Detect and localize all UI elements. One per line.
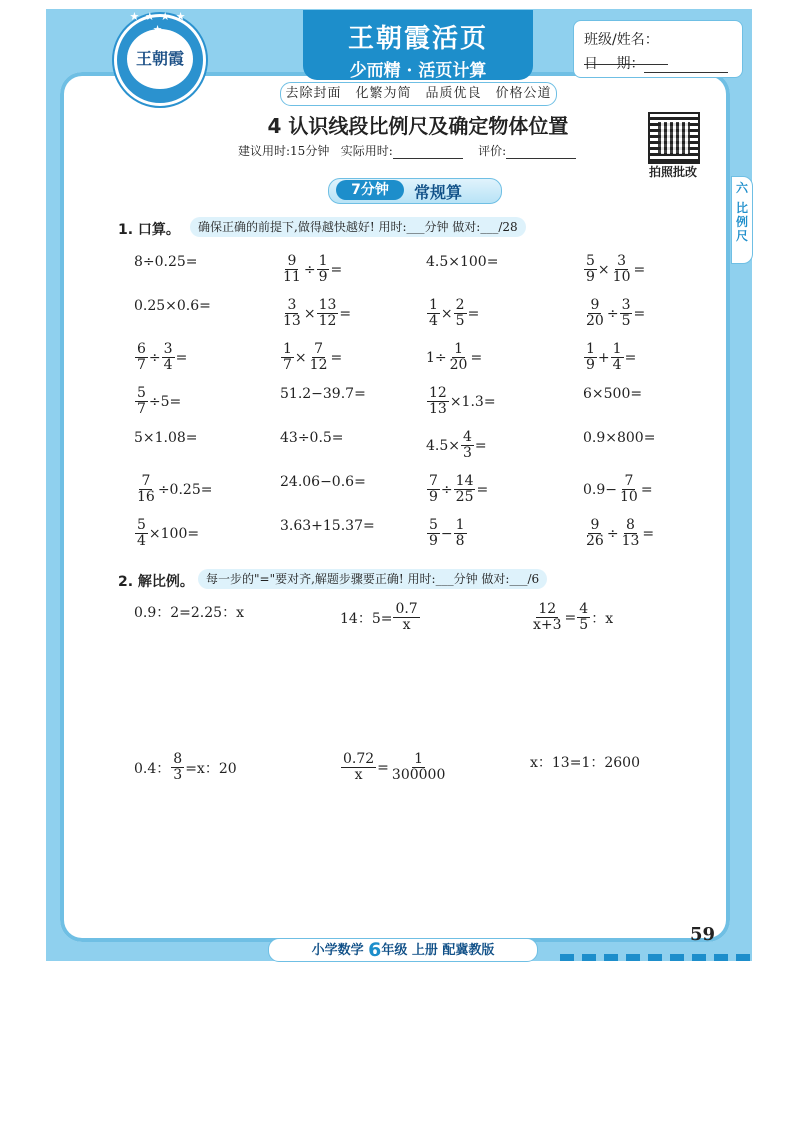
fraction — [281, 254, 303, 285]
denominator: 9 — [586, 269, 595, 285]
fraction — [281, 298, 303, 329]
numerator: 3 — [163, 341, 173, 357]
expression-text: 14：5= — [340, 610, 393, 627]
oral-calc-item — [134, 342, 187, 373]
fraction — [584, 342, 597, 373]
date-blank[interactable] — [644, 58, 728, 73]
numerator: 4 — [463, 429, 472, 445]
rating-label: 评价: — [478, 144, 507, 158]
denominator: x — [354, 767, 363, 783]
brand-title: 王朝霞活页 — [347, 24, 488, 54]
numerator: 1 — [318, 253, 328, 269]
lesson-title: 4 认识线段比例尺及确定物体位置 — [267, 114, 569, 138]
qr-label: 拍照批改 — [648, 165, 697, 179]
footer-grade-rest: 年级 上册 配冀教版 — [381, 943, 495, 958]
denominator: 4 — [612, 357, 622, 373]
denominator: 5 — [455, 313, 465, 329]
fraction — [454, 518, 467, 549]
numerator: 1 — [455, 517, 465, 533]
numerator: 4 — [579, 601, 589, 617]
expression-text: 6×500= — [583, 386, 643, 402]
oral-calc-item — [426, 430, 487, 461]
denominator: 9 — [586, 357, 595, 373]
oral-calc-item — [583, 342, 636, 373]
numerator: 9 — [590, 297, 600, 313]
numerator: 12 — [538, 601, 557, 617]
oral-calc-item — [426, 518, 468, 549]
denominator: 13 — [283, 313, 301, 329]
numerator: 6 — [137, 341, 146, 357]
expression-text: = — [476, 481, 489, 498]
denominator: 11 — [283, 269, 301, 285]
expression-text: 0.9− — [583, 481, 617, 498]
numerator: 5 — [586, 253, 595, 269]
oral-calc-item — [426, 298, 479, 329]
numerator: 1 — [283, 341, 292, 357]
denominator: 16 — [137, 489, 155, 505]
star-icons: ★ ★ ★ ★ ★ — [129, 10, 187, 36]
oral-calc-item — [426, 342, 482, 373]
expression-text: = — [564, 609, 577, 626]
expression-text: = — [330, 261, 343, 278]
brand-subtitle: 少而精 · 活页计算 — [349, 61, 487, 81]
fraction — [308, 342, 330, 373]
expression-text: ÷ — [606, 305, 619, 322]
qr-code-icon[interactable] — [648, 112, 700, 164]
oral-calc-item — [583, 518, 654, 549]
oral-calc-item — [280, 342, 342, 373]
fraction — [620, 518, 642, 549]
footer-subject: 小学数学 — [311, 943, 364, 958]
denominator: 26 — [586, 533, 604, 549]
numerator: 2 — [455, 297, 465, 313]
expression-text: ÷ — [303, 261, 316, 278]
expression-text: × — [597, 261, 610, 278]
expression-text: 51.2−39.7= — [280, 386, 366, 402]
numerator: 7 — [314, 341, 324, 357]
denominator: 7 — [137, 401, 146, 417]
numerator: 7 — [624, 473, 634, 489]
actual-time-blank[interactable] — [393, 146, 463, 159]
expression-text: =x：20 — [185, 760, 237, 777]
oral-calc-item — [583, 430, 655, 446]
numerator: 1 — [414, 751, 424, 767]
oral-calc-item — [583, 254, 645, 285]
denominator: 4 — [163, 357, 173, 373]
date-field[interactable] — [584, 53, 728, 73]
section1-note: 确保正确的前提下,做得越快越好! 用时:___分钟 做对:___/28 — [190, 217, 526, 237]
oral-calc-item — [280, 430, 344, 446]
chapter-side-tab — [731, 176, 753, 264]
expression-text: + — [597, 349, 610, 366]
proportion-item — [530, 602, 613, 633]
fraction — [454, 474, 476, 505]
footer-decoration — [560, 954, 750, 961]
fraction — [317, 254, 330, 285]
fraction — [135, 474, 157, 505]
numerator: 7 — [429, 473, 438, 489]
fraction — [171, 752, 184, 783]
expression-text: × — [303, 305, 316, 322]
fraction — [611, 254, 633, 285]
fraction — [461, 430, 474, 461]
expression-text: 0.4： — [134, 760, 171, 777]
fraction — [584, 518, 606, 549]
numerator: 0.72 — [343, 751, 375, 767]
oral-calc-item — [426, 386, 496, 417]
denominator: 9 — [429, 489, 438, 505]
fraction — [427, 474, 440, 505]
proportion-item — [530, 752, 640, 772]
oral-calc-item — [583, 386, 642, 402]
numerator: 9 — [590, 517, 600, 533]
denominator: 7 — [283, 357, 292, 373]
numerator: 3 — [617, 253, 627, 269]
expression-text: 1÷ — [426, 349, 447, 366]
denominator: 4 — [429, 313, 438, 329]
oral-calc-item — [280, 298, 351, 329]
side-tab-char: 尺 — [735, 229, 748, 243]
expression-text: 5×1.08= — [134, 430, 198, 446]
expression-text: ÷5= — [148, 393, 182, 410]
denominator: 12 — [318, 313, 337, 329]
expression-text: 24.06−0.6= — [280, 474, 366, 490]
numerator: 14 — [455, 473, 474, 489]
class-name-label: 班级/姓名： — [584, 32, 659, 48]
section2-note: 每一步的"="要对齐,解题步骤要正确! 用时:___分钟 做对:___/6 — [198, 569, 547, 589]
denominator: 3 — [463, 445, 472, 461]
expression-text: ×100= — [148, 525, 200, 542]
expression-text: 0.9×800= — [583, 430, 656, 446]
denominator: 5 — [579, 617, 589, 633]
numerator: 1 — [429, 297, 438, 313]
numerator: 1 — [454, 341, 464, 357]
fraction — [448, 342, 470, 373]
fraction — [317, 298, 339, 329]
denominator: x+3 — [533, 617, 562, 633]
numerator: 7 — [141, 473, 151, 489]
side-tab-char: 比 — [735, 201, 748, 215]
expression-text: ÷0.25= — [157, 481, 213, 498]
numerator: 5 — [429, 517, 438, 533]
numerator: 12 — [429, 385, 447, 401]
fraction — [135, 386, 148, 417]
numerator: 8 — [626, 517, 635, 533]
expression-text: ×1.3= — [449, 393, 496, 410]
numerator: 5 — [137, 385, 146, 401]
proportion-item — [340, 602, 421, 633]
oral-calc-item — [134, 298, 211, 314]
oral-calc-item — [134, 254, 198, 270]
denominator: 20 — [449, 357, 468, 373]
numerator: 3 — [287, 297, 297, 313]
oral-calc-item — [280, 386, 366, 402]
section1-heading: 1. 口算。 — [118, 222, 180, 238]
fraction — [341, 752, 376, 783]
oral-calc-item — [280, 474, 366, 490]
fraction — [135, 342, 148, 373]
denominator: 9 — [318, 269, 328, 285]
oral-calc-item — [134, 474, 212, 505]
denominator: 8 — [455, 533, 465, 549]
expression-text: 4.5×100= — [426, 254, 499, 270]
denominator: 9 — [429, 533, 438, 549]
expression-text: = — [377, 759, 389, 776]
fraction — [135, 518, 148, 549]
denominator: 20 — [586, 313, 604, 329]
denominator: 7 — [137, 357, 146, 373]
expression-text: = — [467, 305, 480, 322]
expression-text: = — [474, 437, 487, 454]
expression-text: × — [294, 349, 307, 366]
expression-text: 8÷0.25= — [134, 254, 198, 270]
suggested-time: 建议用时:15分钟 — [238, 144, 330, 158]
oral-calc-item — [426, 254, 498, 270]
fraction — [162, 342, 175, 373]
denominator: 13 — [429, 401, 447, 417]
expression-text: x：13=1：2600 — [530, 755, 640, 771]
date-label: 日 期： — [584, 56, 645, 72]
denominator: 12 — [309, 357, 328, 373]
oral-calc-item — [280, 254, 342, 285]
actual-time-label: 实际用时: — [340, 144, 393, 158]
numerator: 9 — [287, 253, 297, 269]
expression-text: ：x — [591, 610, 614, 627]
numerator: 0.7 — [395, 601, 418, 617]
pill-label: 常规算 — [414, 183, 463, 202]
numerator: 1 — [612, 341, 622, 357]
rating-blank[interactable] — [506, 146, 576, 159]
denominator: 10 — [612, 269, 631, 285]
side-tab-char: 例 — [735, 215, 748, 229]
expression-text: × — [440, 305, 453, 322]
numerator: 8 — [173, 751, 183, 767]
time-row — [238, 142, 576, 159]
student-info-box — [573, 20, 743, 78]
denominator: 4 — [137, 533, 146, 549]
fraction — [427, 386, 449, 417]
expression-text: = — [624, 349, 637, 366]
oral-calc-item — [583, 474, 653, 505]
oral-calc-item — [426, 474, 488, 505]
logo-text: 王朝霞 — [127, 29, 193, 89]
denominator: 10 — [620, 489, 638, 505]
fraction — [577, 602, 590, 633]
expression-text: ÷ — [148, 349, 161, 366]
expression-text: ÷ — [606, 525, 619, 542]
fraction — [531, 602, 564, 633]
oral-calc-item — [280, 518, 375, 534]
fraction — [620, 298, 633, 329]
expression-text: − — [440, 525, 453, 542]
numerator: 1 — [586, 341, 595, 357]
expression-text: = — [640, 481, 653, 498]
fraction — [281, 342, 294, 373]
expression-text: 4.5× — [426, 437, 460, 454]
expression-text: = — [633, 305, 646, 322]
fraction — [454, 298, 467, 329]
fraction — [427, 298, 440, 329]
oral-calc-item — [583, 298, 645, 329]
fraction — [618, 474, 640, 505]
oral-calc-item — [134, 518, 199, 549]
expression-text: = — [339, 305, 352, 322]
fraction — [393, 602, 419, 633]
expression-text: = — [330, 349, 343, 366]
denominator: 25 — [455, 489, 474, 505]
expression-text: = — [633, 261, 646, 278]
denominator: 3 — [173, 767, 183, 783]
denominator: 5 — [621, 313, 631, 329]
fraction — [584, 254, 597, 285]
denominator: 13 — [621, 533, 640, 549]
footer-bar — [268, 938, 538, 962]
slogan: 去除封面 化繁为简 品质优良 价格公道 — [280, 82, 557, 106]
fraction — [427, 518, 440, 549]
numerator: 3 — [621, 297, 631, 313]
page-number: 59 — [690, 924, 716, 945]
denominator: x — [402, 617, 411, 633]
side-tab-char: 六 — [735, 181, 748, 195]
fraction — [390, 752, 447, 783]
proportion-item — [340, 752, 448, 783]
expression-text: 3.63+15.37= — [280, 518, 375, 534]
fraction — [584, 298, 606, 329]
section2-heading: 2. 解比例。 — [118, 574, 194, 590]
oral-calc-item — [134, 386, 181, 417]
expression-text: 0.25×0.6= — [134, 298, 211, 314]
expression-text: ÷ — [440, 481, 453, 498]
fraction — [611, 342, 624, 373]
pill-time: 7分钟 — [336, 180, 404, 200]
denominator: 300000 — [391, 767, 446, 783]
expression-text: = — [642, 525, 655, 542]
oral-calc-item — [134, 430, 198, 446]
expression-text: = — [470, 349, 483, 366]
expression-text: 43÷0.5= — [280, 430, 344, 446]
footer-grade-number: 6 — [368, 939, 382, 961]
expression-text: 0.9：2=2.25：x — [134, 605, 244, 621]
proportion-item — [134, 602, 244, 622]
numerator: 5 — [137, 517, 146, 533]
proportion-item — [134, 752, 237, 783]
expression-text: = — [175, 349, 188, 366]
numerator: 13 — [318, 297, 337, 313]
